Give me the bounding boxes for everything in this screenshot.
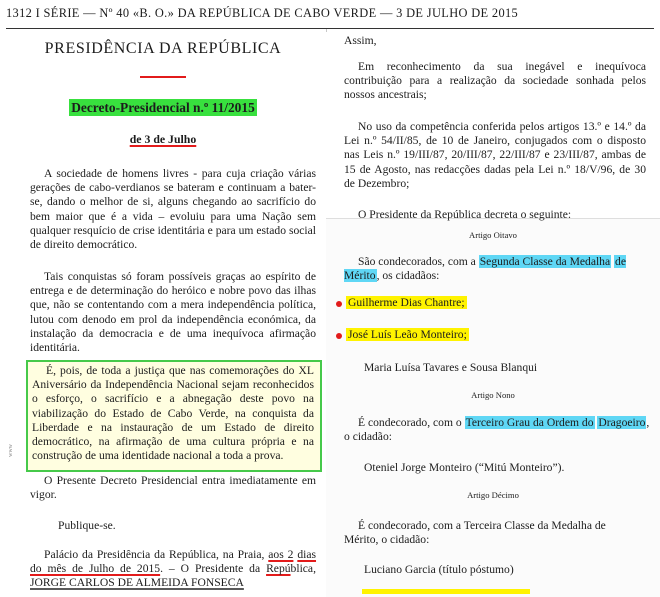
decree-date-text: de 3 de Julho	[129, 132, 197, 146]
signature-text-a: . – O Presidente da	[160, 562, 267, 576]
name-1-highlight: Guilherme Dias Chantre;	[348, 296, 465, 309]
article-10-name: Luciano Garcia (título póstumo)	[364, 563, 514, 576]
article-9-highlight-b: Dragoeiro	[598, 416, 646, 429]
signature-date-a: aos 2	[268, 548, 294, 561]
bottom-yellow-mark	[362, 589, 530, 594]
signature-text-c: blica,	[290, 562, 316, 576]
right-column	[326, 32, 660, 597]
paragraph-3: É, pois, de toda a justiça que nas comemorações do XL Aniversário da Independência Nacional sejam reconhecidos o esforço, o sacrifício e a abnegação deste povo na viabilização do Estado de Cabo Verde, na conquista da Liberdade e na instauração de um Estado de direito democrático, na afirmação de uma cultura própria e na construção de uma identidade nacional a toda a prova.	[32, 364, 314, 463]
article-9-heading: Artigo Nono	[471, 390, 515, 400]
publish-line: Publique-se.	[58, 519, 116, 532]
red-bullet-1	[336, 301, 342, 307]
assim-line: Assim,	[344, 34, 377, 47]
signature-name: JORGE CARLOS DE ALMEIDA FONSECA	[30, 576, 244, 590]
paragraph-2: Tais conquistas só foram possíveis graças ao espírito de entrega e de determinação do heróico e nobre povo das ilhas que, não se contentando com a mera independência política, lutou com denodo em prol da independência económica, da instalação da democracia e de uma inequívoca afirmação identitária.	[30, 270, 316, 355]
article-10-heading: Artigo Décimo	[467, 490, 519, 500]
paragraph-1: A sociedade de homens livres - para cuja criação várias gerações de cabo-verdianos se bateram e continuam a bater-se, dando o melhor de si, alguns chegando ao sacrifício do bem maior que é a vida – evoluiu para uma Nação sem qualquer resquício de crise identitária e para um estado social de direito democrático.	[30, 167, 316, 252]
article-8-name-1	[346, 296, 467, 309]
header-rule	[6, 28, 654, 29]
decree-number-highlight: Decreto-Presidencial n.º 11/2015	[71, 100, 255, 115]
decree-number	[0, 100, 326, 116]
article-9-name: Oteniel Jorge Monteiro (“Mitú Monteiro”).	[364, 461, 565, 474]
article-9-intro-b: , o cidadão:	[344, 416, 650, 444]
article-8-heading: Artigo Oitavo	[469, 230, 517, 240]
article-8-highlight-a: Segunda Classe da Medalha	[479, 255, 611, 268]
article-8-name-2	[346, 328, 469, 341]
article-10-intro-a: É condecorado, com a Terceira Classe da Medalha de	[358, 519, 606, 532]
article-8-intro	[344, 255, 650, 283]
left-column	[0, 32, 326, 597]
section-title: PRESIDÊNCIA DA REPÚBLICA	[44, 40, 282, 57]
article-9-highlight-a: Terceiro Grau da Ordem do	[465, 416, 594, 429]
side-mark: www	[8, 444, 14, 457]
title-red-rule	[140, 76, 186, 78]
article-8-name-3: Maria Luísa Tavares e Sousa Blanqui	[364, 361, 538, 374]
article-8-highlight-b: de Mérito	[344, 255, 626, 283]
article-10-intro-b: Mérito, o cidadão:	[344, 533, 430, 546]
signature-date-b: dias do mês de Julho de 2015	[30, 548, 317, 576]
paragraph-4: O Presente Decreto Presidencial entra imediatamente em vigor.	[30, 474, 316, 502]
signature-text-b: Repú	[266, 562, 291, 576]
right-paragraph-3: O Presidente da República decreta o seguinte:	[358, 208, 572, 221]
article-9-intro	[344, 416, 650, 444]
signature-block	[30, 548, 316, 591]
right-paragraph-1: Em reconhecimento da sua inegável e inequívoca contribuição para a realização da sociedade sonhada pelos nossos ancestrais;	[344, 60, 646, 102]
article-9-intro-a: É condecorado, com o	[358, 416, 465, 429]
red-bullet-2	[336, 333, 342, 339]
decree-date	[0, 132, 326, 147]
article-8-intro-b: , os cidadãos:	[376, 269, 440, 283]
right-paragraph-2: No uso da competência conferida pelos artigos 13.º e 14.º da Lei n.º 54/II/85, de 10 de Janeiro, conjugados com o disposto nas Leis n.º 19/III/87, 20/III/87, 22/III/87 e 23/III/87, ambas de 15 de Agosto, nas redacções dadas pela Lei n.º 18/V/96, de 30 de Dezembro;	[344, 120, 646, 190]
article-8-intro-a: São condecorados, com a	[358, 255, 479, 268]
name-2-highlight: José Luís Leão Monteiro;	[348, 328, 467, 341]
page-header: 1312 I SÉRIE — Nº 40 «B. O.» DA REPÚBLICA DE CABO VERDE — 3 DE JULHO DE 2015	[6, 6, 519, 20]
signature-place: Palácio da Presidência da República, na Praia,	[44, 548, 269, 561]
